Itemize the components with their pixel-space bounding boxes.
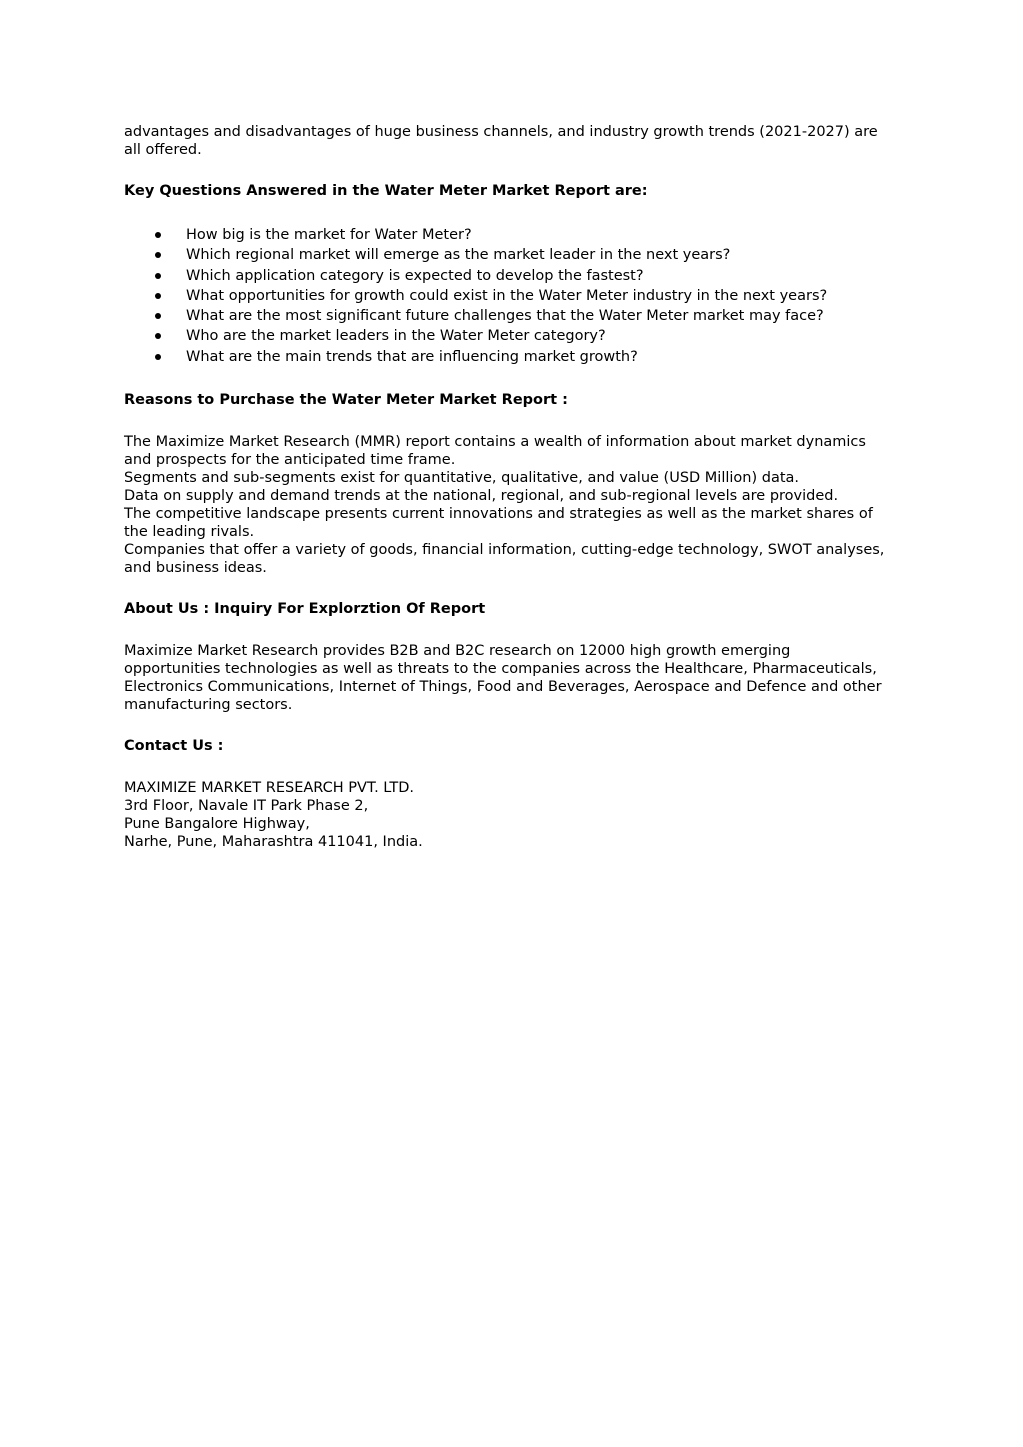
key-questions-heading: Key Questions Answered in the Water Meter Market Report are:: [124, 183, 648, 199]
address-line: Narhe, Pune, Maharashtra 411041, India.: [124, 834, 423, 851]
address-line: Pune Bangalore Highway,: [124, 816, 310, 833]
bullet-icon: [155, 333, 161, 339]
list-item-text: Who are the market leaders in the Water Meter category?: [186, 328, 606, 345]
text-line: opportunities technologies as well as threats to the companies across the Healthcare, Pharmaceuticals,: [124, 661, 877, 678]
bullet-icon: [155, 232, 161, 238]
list-item-text: Which regional market will emerge as the market leader in the next years?: [186, 247, 731, 264]
text-line: Segments and sub-segments exist for quantitative, qualitative, and value (USD Million) data.: [124, 470, 800, 487]
text-line: The Maximize Market Research (MMR) report contains a wealth of information about market dynamics: [124, 434, 866, 451]
bullet-icon: [155, 252, 161, 258]
bullet-icon: [155, 313, 161, 319]
key-questions-list: [124, 225, 904, 367]
intro-paragraph: [124, 123, 904, 159]
list-item-text: What are the main trends that are influencing market growth?: [186, 348, 638, 365]
about-paragraph: [124, 642, 904, 714]
about-heading: About Us : Inquiry For Explorztion Of Report: [124, 601, 486, 618]
list-item: [124, 225, 904, 245]
text-line: and prospects for the anticipated time frame.: [124, 452, 456, 469]
reasons-paragraph: [124, 433, 904, 577]
text-line: The competitive landscape presents current innovations and strategies as well as the market shares of: [124, 506, 873, 523]
bullet-icon: [155, 354, 161, 360]
list-item-text: Which application category is expected to develop the fastest?: [186, 267, 644, 284]
list-item: [124, 347, 904, 367]
bullet-icon: [155, 273, 161, 279]
text-line: and business ideas.: [124, 560, 267, 577]
list-item: [124, 286, 904, 306]
list-item: [124, 266, 904, 286]
text-line: all offered.: [124, 142, 202, 158]
address-line: MAXIMIZE MARKET RESEARCH PVT. LTD.: [124, 780, 415, 797]
contact-address: [124, 779, 904, 851]
text-line: Maximize Market Research provides B2B and B2C research on 12000 high growth emerging: [124, 643, 791, 660]
list-item-text: How big is the market for Water Meter?: [186, 227, 472, 243]
reasons-heading: Reasons to Purchase the Water Meter Market Report :: [124, 392, 568, 409]
contact-heading: Contact Us :: [124, 738, 224, 755]
list-item: [124, 326, 904, 346]
list-item-text: What are the most significant future challenges that the Water Meter market may face?: [186, 308, 824, 325]
bullet-icon: [155, 293, 161, 299]
list-item: [124, 306, 904, 326]
text-line: Electronics Communications, Internet of Things, Food and Beverages, Aerospace and Defence and other: [124, 679, 882, 696]
document-page: [124, 123, 904, 851]
list-item-text: What opportunities for growth could exist in the Water Meter industry in the next years?: [186, 287, 828, 304]
text-line: Companies that offer a variety of goods, financial information, cutting-edge technology, SWOT analyses,: [124, 542, 885, 559]
text-line: Data on supply and demand trends at the national, regional, and sub-regional levels are provided.: [124, 488, 839, 505]
text-line: advantages and disadvantages of huge business channels, and industry growth trends (2021-2027) are: [124, 124, 878, 140]
text-line: the leading rivals.: [124, 524, 255, 541]
text-line: manufacturing sectors.: [124, 697, 293, 714]
address-line: 3rd Floor, Navale IT Park Phase 2,: [124, 798, 369, 815]
list-item: [124, 245, 904, 265]
